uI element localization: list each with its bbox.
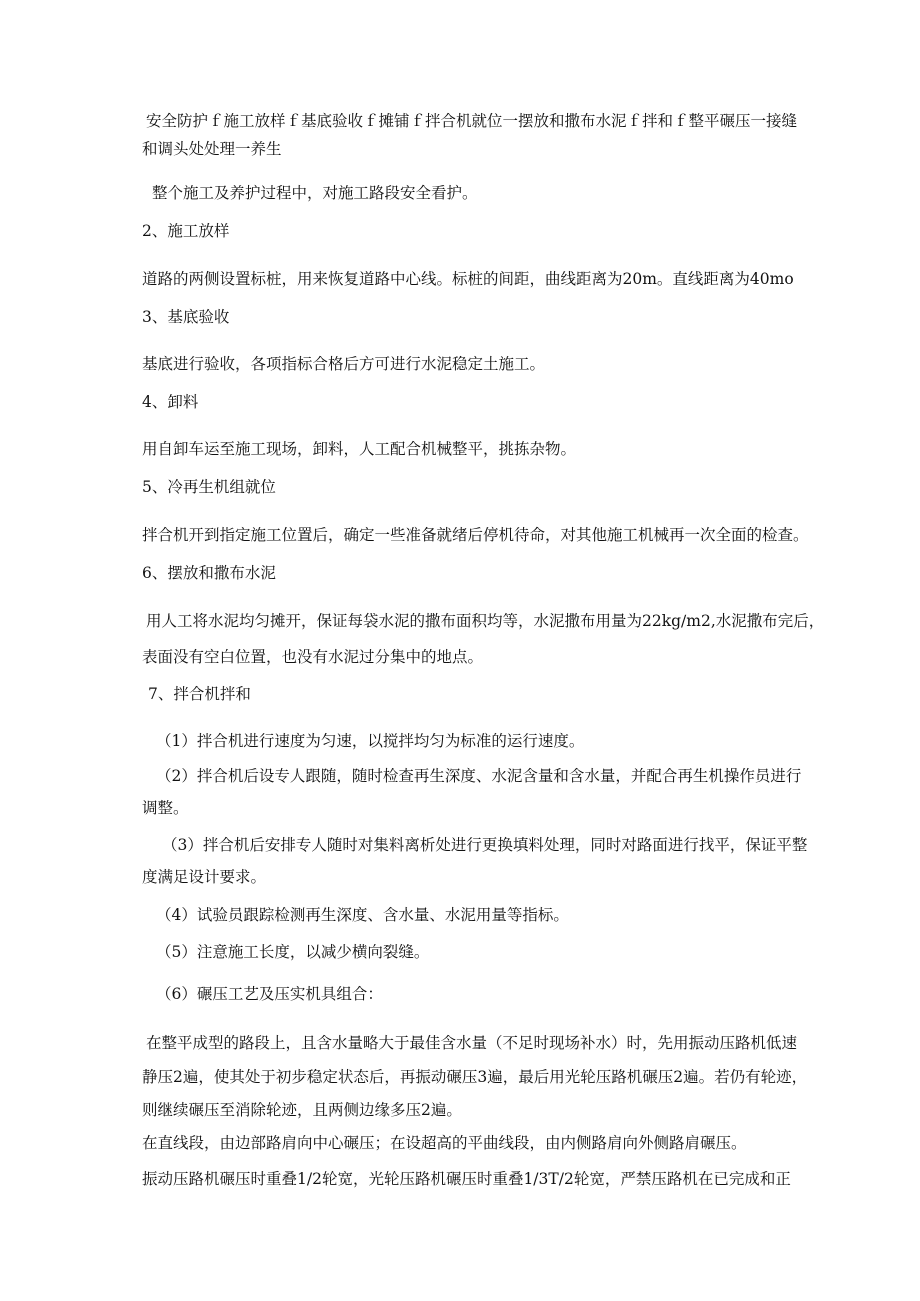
paragraph-6-line-2: 表面没有空白位置，也没有水泥过分集中的地点。 bbox=[142, 648, 484, 666]
rolling-direction-paragraph: 在直线段，由边部路肩向中心碾压；在设超高的平曲线段，由内侧路肩向外侧路肩碾压。 bbox=[142, 1134, 747, 1152]
flow-line-2: 和调头处处理一养生 bbox=[142, 140, 282, 158]
paragraph-5: 拌合机开到指定施工位置后，确定一些准备就绪后停机待命，对其他施工机械再一次全面的检查。 bbox=[142, 526, 809, 544]
paragraph-4: 用自卸车运至施工现场，卸料，人工配合机械整平，挑拣杂物。 bbox=[142, 440, 577, 458]
heading-2: 2、施工放样 bbox=[142, 222, 230, 240]
item-6: （6）碾压工艺及压实机具组合： bbox=[156, 985, 383, 1003]
item-5: （5）注意施工长度，以减少横向裂缝。 bbox=[156, 943, 430, 961]
flow-line-1: 安全防护ｆ施工放样ｆ基底验收ｆ摊铺ｆ拌合机就位一摆放和撒布水泥ｆ拌和ｆ整平碾压一接缝 bbox=[146, 112, 798, 130]
heading-3: 3、基底验收 bbox=[142, 308, 230, 326]
heading-7: 7、拌合机拌和 bbox=[148, 685, 251, 703]
heading-4: 4、卸料 bbox=[142, 393, 199, 411]
safety-paragraph: 整个施工及养护过程中，对施工路段安全看护。 bbox=[152, 184, 478, 202]
heading-5: 5、冷再生机组就位 bbox=[142, 478, 276, 496]
item-3-line-2: 度满足设计要求。 bbox=[142, 868, 267, 886]
item-2-line-2: 调整。 bbox=[142, 799, 189, 817]
paragraph-3: 基底进行验收，各项指标合格后方可进行水泥稳定土施工。 bbox=[142, 355, 546, 373]
item-4: （4）试验员跟踪检测再生深度、含水量、水泥用量等指标。 bbox=[156, 906, 569, 924]
rolling-paragraph-line-3: 则继续碾压至消除轮迹，且两侧边缘多压2遍。 bbox=[142, 1101, 462, 1119]
heading-6: 6、摆放和撒布水泥 bbox=[142, 564, 276, 582]
rolling-paragraph-line-1: 在整平成型的路段上，且含水量略大于最佳含水量（不足时现场补水）时，先用振动压路机低速 bbox=[146, 1034, 798, 1052]
rolling-paragraph-line-2: 静压2遍，使其处于初步稳定状态后，再振动碾压3遍，最后用光轮压路机碾压2遍。若仍有轮迹， bbox=[142, 1068, 808, 1086]
paragraph-2: 道路的两侧设置标桩，用来恢复道路中心线。标桩的间距，曲线距离为20m。直线距离为40mo bbox=[142, 270, 794, 288]
item-1: （1）拌合机进行速度为匀速，以搅拌均匀为标准的运行速度。 bbox=[156, 732, 585, 750]
paragraph-6-line-1: 用人工将水泥均匀摊开，保证每袋水泥的撒布面积均等，水泥撒布用量为22kg∕m2,水泥撒布完后， bbox=[146, 612, 825, 630]
item-3-line-1: （3）拌合机后安排专人随时对集料离析处进行更换填料处理，同时对路面进行找平，保证平整 bbox=[162, 836, 808, 854]
overlap-paragraph: 振动压路机碾压时重叠1/2轮宽，光轮压路机碾压时重叠1/3T/2轮宽，严禁压路机在已完成和正 bbox=[142, 1170, 791, 1188]
item-2-line-1: （2）拌合机后设专人跟随，随时检查再生深度、水泥含量和含水量，并配合再生机操作员进行 bbox=[156, 767, 802, 785]
